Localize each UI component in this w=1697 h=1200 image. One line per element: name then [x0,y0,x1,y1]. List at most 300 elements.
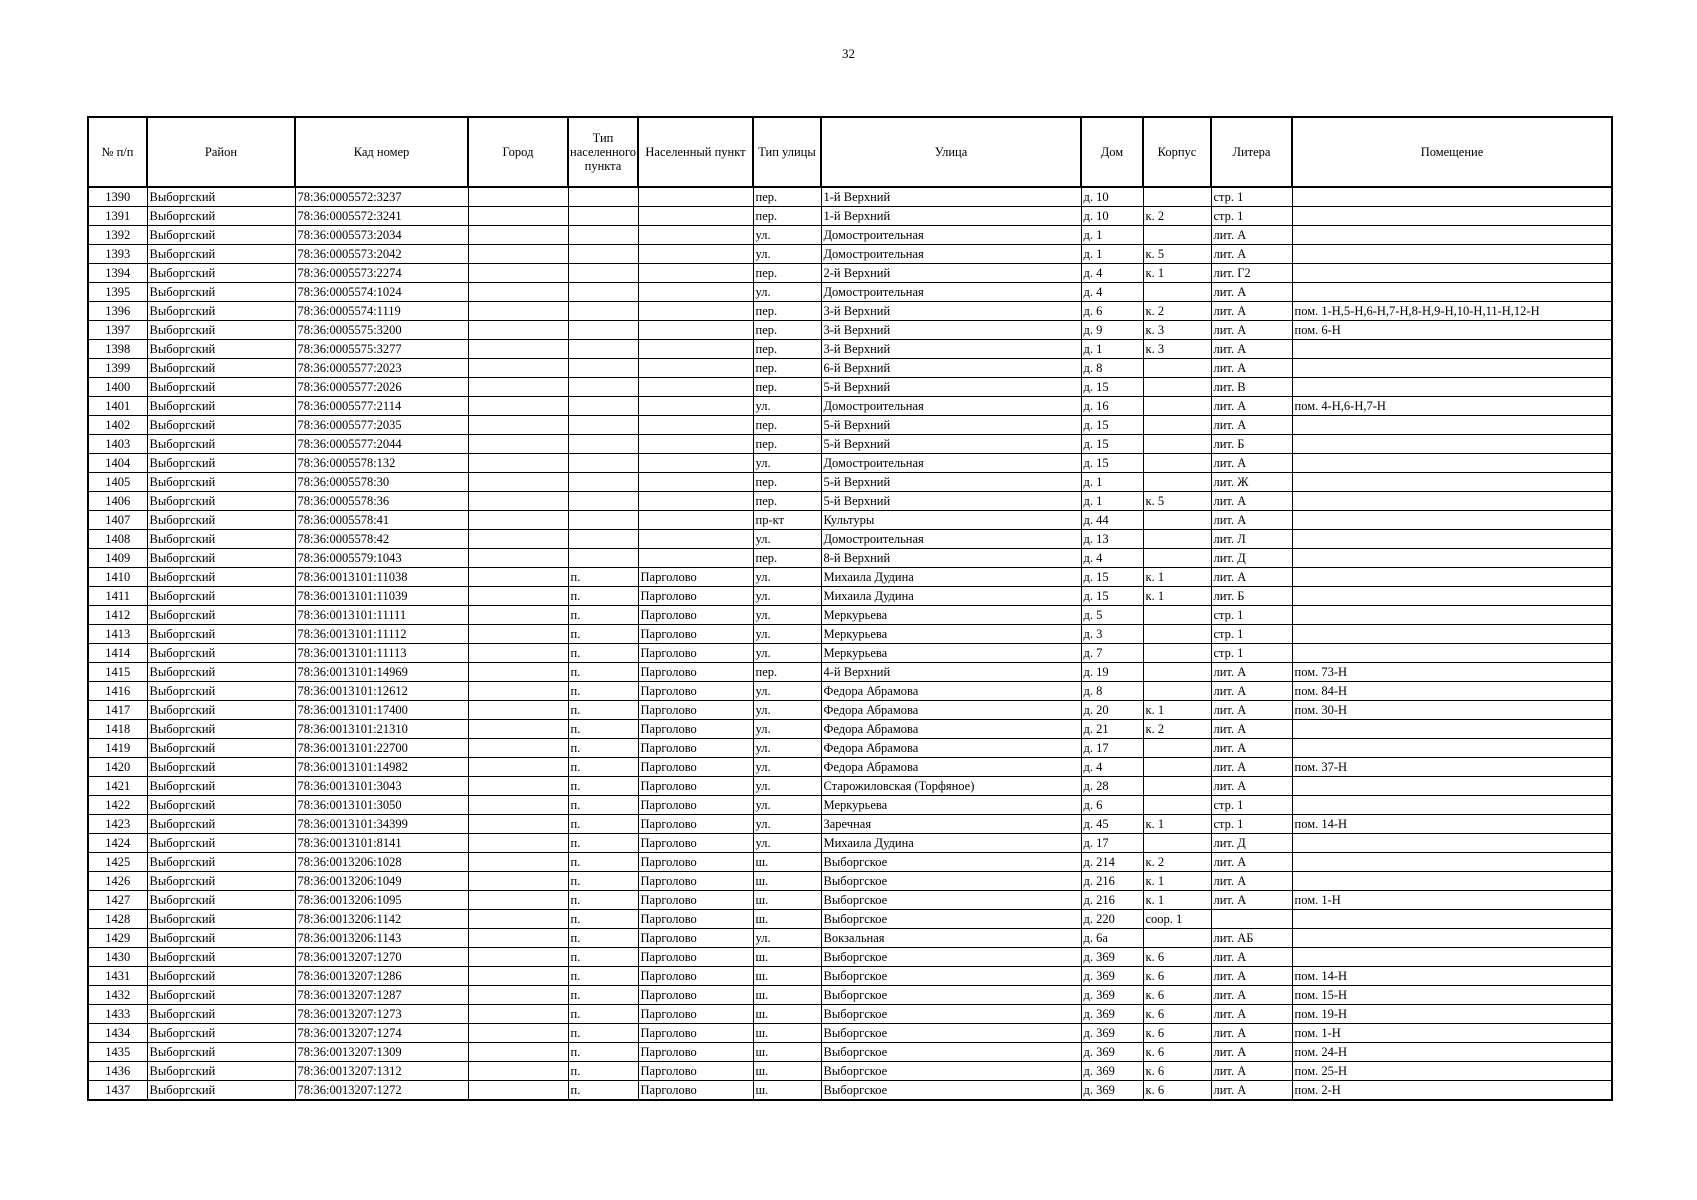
cell-settlement [638,530,753,549]
cell-settlement: Парголово [638,701,753,720]
cell-cadastral-number: 78:36:0005579:1043 [295,549,468,568]
table-row [88,226,1612,245]
cell-settlement: Парголово [638,606,753,625]
cell-letter: лит. А [1211,948,1292,967]
table-row [88,701,1612,720]
cell-letter: лит. А [1211,283,1292,302]
table-row [88,853,1612,872]
cell-building [1143,929,1211,948]
cell-city [468,625,568,644]
cell-premises [1292,625,1612,644]
cell-house: д. 15 [1081,568,1143,587]
cell-city [468,302,568,321]
table-row [88,663,1612,682]
cell-letter [1211,910,1292,929]
table-row [88,1024,1612,1043]
cell-letter: лит. АБ [1211,929,1292,948]
cell-number: 1391 [88,207,147,226]
cell-settlement-type [568,245,638,264]
cell-premises: пом. 1-Н [1292,1024,1612,1043]
cell-letter: лит. Б [1211,587,1292,606]
cell-number: 1397 [88,321,147,340]
cell-cadastral-number: 78:36:0013101:17400 [295,701,468,720]
cell-house: д. 1 [1081,226,1143,245]
cell-letter: лит. Д [1211,549,1292,568]
cell-cadastral-number: 78:36:0005577:2035 [295,416,468,435]
cell-number: 1429 [88,929,147,948]
cell-settlement: Парголово [638,967,753,986]
cell-letter: стр. 1 [1211,815,1292,834]
cell-cadastral-number: 78:36:0005578:30 [295,473,468,492]
cell-district: Выборгский [147,834,295,853]
cell-street-type: ул. [753,815,821,834]
cell-city [468,511,568,530]
cell-letter: лит. А [1211,340,1292,359]
cell-house: д. 214 [1081,853,1143,872]
cell-premises [1292,207,1612,226]
cell-letter: лит. А [1211,682,1292,701]
cell-street-type: пер. [753,378,821,397]
cell-house: д. 369 [1081,1062,1143,1081]
cell-settlement-type: п. [568,1005,638,1024]
cell-city [468,872,568,891]
cell-letter: стр. 1 [1211,796,1292,815]
cell-street: Меркурьева [821,644,1081,663]
cell-cadastral-number: 78:36:0013207:1286 [295,967,468,986]
cell-settlement [638,207,753,226]
cell-city [468,1005,568,1024]
cell-building [1143,625,1211,644]
cell-cadastral-number: 78:36:0013101:34399 [295,815,468,834]
cell-letter: лит. Б [1211,435,1292,454]
cell-street-type: ш. [753,853,821,872]
cell-number: 1431 [88,967,147,986]
cell-city [468,815,568,834]
cell-settlement-type: п. [568,1024,638,1043]
col-header-letter: Литера [1211,117,1292,187]
cell-premises: пом. 15-Н [1292,986,1612,1005]
cell-city [468,1024,568,1043]
cell-city [468,834,568,853]
cell-building: к. 6 [1143,967,1211,986]
cell-street: Выборгское [821,986,1081,1005]
cell-letter: лит. А [1211,986,1292,1005]
cell-settlement-type: п. [568,701,638,720]
table-row [88,625,1612,644]
cell-district: Выборгский [147,606,295,625]
table-row [88,777,1612,796]
cell-street: Михаила Дудина [821,568,1081,587]
cell-number: 1395 [88,283,147,302]
cell-number: 1437 [88,1081,147,1101]
cell-street: Меркурьева [821,796,1081,815]
cell-number: 1399 [88,359,147,378]
cell-building: к. 6 [1143,1024,1211,1043]
cell-settlement-type [568,549,638,568]
cell-premises [1292,187,1612,207]
cell-street: Выборгское [821,1043,1081,1062]
cell-premises [1292,853,1612,872]
cell-building [1143,226,1211,245]
cell-number: 1418 [88,720,147,739]
cell-district: Выборгский [147,454,295,473]
cell-premises [1292,340,1612,359]
cell-building: к. 2 [1143,207,1211,226]
cell-settlement: Парголово [638,1081,753,1101]
cell-district: Выборгский [147,1005,295,1024]
cell-settlement: Парголово [638,834,753,853]
cell-house: д. 6а [1081,929,1143,948]
cell-district: Выборгский [147,568,295,587]
col-header-settlement: Населенный пункт [638,117,753,187]
cell-district: Выборгский [147,796,295,815]
col-header-street-type: Тип улицы [753,117,821,187]
registry-table [87,116,1613,1101]
cell-settlement: Парголово [638,910,753,929]
cell-city [468,910,568,929]
cell-street-type: ш. [753,986,821,1005]
cell-house: д. 17 [1081,834,1143,853]
table-row [88,1005,1612,1024]
cell-house: д. 4 [1081,549,1143,568]
table-row [88,796,1612,815]
cell-settlement [638,321,753,340]
cell-district: Выборгский [147,682,295,701]
col-header-cadastral-number: Кад номер [295,117,468,187]
cell-cadastral-number: 78:36:0013101:12612 [295,682,468,701]
cell-settlement: Парголово [638,1043,753,1062]
cell-letter: лит. Д [1211,834,1292,853]
cell-premises [1292,226,1612,245]
cell-building [1143,435,1211,454]
cell-number: 1426 [88,872,147,891]
cell-number: 1398 [88,340,147,359]
cell-street-type: ш. [753,1062,821,1081]
table-row [88,872,1612,891]
cell-street-type: пер. [753,549,821,568]
cell-cadastral-number: 78:36:0013206:1143 [295,929,468,948]
cell-premises: пом. 73-Н [1292,663,1612,682]
table-row [88,948,1612,967]
table-row [88,720,1612,739]
cell-building [1143,606,1211,625]
cell-premises: пом. 84-Н [1292,682,1612,701]
cell-letter: лит. А [1211,720,1292,739]
cell-city [468,701,568,720]
cell-settlement-type [568,435,638,454]
cell-letter: лит. А [1211,777,1292,796]
cell-street-type: пер. [753,359,821,378]
cell-district: Выборгский [147,967,295,986]
cell-building: к. 6 [1143,948,1211,967]
cell-letter: лит. Г2 [1211,264,1292,283]
cell-street: Домостроительная [821,283,1081,302]
table-row [88,302,1612,321]
cell-premises: пом. 4-Н,6-Н,7-Н [1292,397,1612,416]
cell-district: Выборгский [147,530,295,549]
cell-street-type: ул. [753,226,821,245]
cell-district: Выборгский [147,986,295,1005]
cell-letter: стр. 1 [1211,207,1292,226]
cell-number: 1436 [88,1062,147,1081]
cell-house: д. 15 [1081,416,1143,435]
cell-house: д. 4 [1081,264,1143,283]
cell-premises: пом. 1-Н [1292,891,1612,910]
cell-building [1143,758,1211,777]
cell-cadastral-number: 78:36:0013101:21310 [295,720,468,739]
cell-city [468,587,568,606]
cell-premises: пом. 30-Н [1292,701,1612,720]
cell-premises [1292,796,1612,815]
table-row [88,416,1612,435]
cell-building [1143,682,1211,701]
cell-premises: пом. 14-Н [1292,815,1612,834]
cell-street: Выборгское [821,891,1081,910]
table-row [88,986,1612,1005]
cell-premises: пом. 2-Н [1292,1081,1612,1101]
cell-city [468,967,568,986]
cell-street: 6-й Верхний [821,359,1081,378]
cell-district: Выборгский [147,853,295,872]
cell-number: 1423 [88,815,147,834]
cell-building [1143,796,1211,815]
cell-house: д. 4 [1081,758,1143,777]
cell-settlement-type: п. [568,929,638,948]
cell-settlement-type: п. [568,1081,638,1101]
table-row [88,473,1612,492]
cell-city [468,397,568,416]
cell-house: д. 4 [1081,283,1143,302]
cell-letter: лит. А [1211,568,1292,587]
cell-settlement: Парголово [638,1024,753,1043]
cell-building: к. 1 [1143,568,1211,587]
cell-building: к. 6 [1143,1043,1211,1062]
cell-city [468,929,568,948]
cell-number: 1392 [88,226,147,245]
cell-street-type: пер. [753,416,821,435]
cell-letter: стр. 1 [1211,644,1292,663]
cell-number: 1417 [88,701,147,720]
cell-cadastral-number: 78:36:0005575:3200 [295,321,468,340]
cell-number: 1414 [88,644,147,663]
cell-street-type: ул. [753,454,821,473]
cell-district: Выборгский [147,739,295,758]
cell-cadastral-number: 78:36:0013206:1095 [295,891,468,910]
cell-street-type: ул. [753,625,821,644]
cell-settlement-type [568,283,638,302]
cell-city [468,758,568,777]
cell-letter: лит. А [1211,359,1292,378]
cell-city [468,321,568,340]
cell-building [1143,511,1211,530]
cell-city [468,416,568,435]
cell-number: 1403 [88,435,147,454]
cell-premises: пом. 25-Н [1292,1062,1612,1081]
cell-building [1143,663,1211,682]
cell-building: к. 6 [1143,1062,1211,1081]
cell-district: Выборгский [147,378,295,397]
cell-street-type: ш. [753,910,821,929]
cell-street: Домостроительная [821,454,1081,473]
cell-street-type: ш. [753,967,821,986]
cell-district: Выборгский [147,283,295,302]
cell-city [468,454,568,473]
cell-house: д. 9 [1081,321,1143,340]
cell-number: 1430 [88,948,147,967]
cell-number: 1427 [88,891,147,910]
cell-cadastral-number: 78:36:0013206:1049 [295,872,468,891]
cell-cadastral-number: 78:36:0013101:3043 [295,777,468,796]
cell-settlement: Парголово [638,739,753,758]
table-row [88,511,1612,530]
cell-number: 1411 [88,587,147,606]
table-row [88,910,1612,929]
cell-street-type: пер. [753,663,821,682]
cell-street-type: пер. [753,302,821,321]
cell-house: д. 6 [1081,302,1143,321]
cell-settlement-type [568,416,638,435]
cell-district: Выборгский [147,625,295,644]
cell-cadastral-number: 78:36:0013206:1142 [295,910,468,929]
cell-number: 1435 [88,1043,147,1062]
cell-letter: лит. А [1211,1081,1292,1101]
cell-settlement-type: п. [568,815,638,834]
cell-cadastral-number: 78:36:0013207:1309 [295,1043,468,1062]
cell-settlement-type: п. [568,986,638,1005]
cell-settlement-type [568,187,638,207]
table-row [88,739,1612,758]
cell-letter: лит. А [1211,1062,1292,1081]
cell-street: 1-й Верхний [821,207,1081,226]
table-row [88,283,1612,302]
cell-district: Выборгский [147,187,295,207]
cell-settlement-type: п. [568,739,638,758]
cell-settlement: Парголово [638,853,753,872]
cell-settlement [638,492,753,511]
cell-settlement-type: п. [568,834,638,853]
cell-house: д. 369 [1081,1043,1143,1062]
table-row [88,568,1612,587]
cell-cadastral-number: 78:36:0005577:2023 [295,359,468,378]
cell-house: д. 3 [1081,625,1143,644]
cell-settlement-type [568,302,638,321]
cell-city [468,1081,568,1101]
cell-street-type: ш. [753,1081,821,1101]
cell-building [1143,473,1211,492]
cell-cadastral-number: 78:36:0005578:132 [295,454,468,473]
cell-settlement: Парголово [638,891,753,910]
cell-building [1143,283,1211,302]
cell-cadastral-number: 78:36:0013101:3050 [295,796,468,815]
cell-cadastral-number: 78:36:0005572:3237 [295,187,468,207]
cell-premises [1292,511,1612,530]
cell-premises: пом. 6-Н [1292,321,1612,340]
cell-premises [1292,454,1612,473]
cell-street: Меркурьева [821,625,1081,644]
cell-premises [1292,834,1612,853]
cell-street-type: пер. [753,492,821,511]
cell-district: Выборгский [147,910,295,929]
cell-city [468,853,568,872]
cell-city [468,549,568,568]
cell-premises [1292,568,1612,587]
col-header-settlement-type: Тип населенного пункта [568,117,638,187]
cell-cadastral-number: 78:36:0005577:2044 [295,435,468,454]
cell-district: Выборгский [147,777,295,796]
cell-street: Выборгское [821,910,1081,929]
cell-street: 4-й Верхний [821,663,1081,682]
cell-number: 1400 [88,378,147,397]
cell-district: Выборгский [147,207,295,226]
cell-house: д. 21 [1081,720,1143,739]
cell-letter: лит. А [1211,1043,1292,1062]
cell-number: 1413 [88,625,147,644]
cell-letter: лит. А [1211,416,1292,435]
cell-street-type: ул. [753,796,821,815]
cell-street: Меркурьева [821,606,1081,625]
cell-building: к. 6 [1143,1005,1211,1024]
cell-district: Выборгский [147,891,295,910]
cell-house: д. 45 [1081,815,1143,834]
cell-letter: лит. Ж [1211,473,1292,492]
cell-settlement-type: п. [568,758,638,777]
cell-cadastral-number: 78:36:0013101:11038 [295,568,468,587]
cell-house: д. 369 [1081,948,1143,967]
cell-settlement-type: п. [568,1043,638,1062]
cell-district: Выборгский [147,321,295,340]
cell-street: Домостроительная [821,226,1081,245]
cell-settlement [638,511,753,530]
cell-settlement-type [568,226,638,245]
cell-cadastral-number: 78:36:0005577:2026 [295,378,468,397]
cell-building [1143,378,1211,397]
cell-premises [1292,739,1612,758]
cell-cadastral-number: 78:36:0005578:42 [295,530,468,549]
cell-cadastral-number: 78:36:0005578:36 [295,492,468,511]
cell-cadastral-number: 78:36:0013101:11039 [295,587,468,606]
cell-house: д. 15 [1081,378,1143,397]
cell-street: 3-й Верхний [821,340,1081,359]
cell-district: Выборгский [147,340,295,359]
cell-building [1143,777,1211,796]
cell-street-type: ш. [753,948,821,967]
cell-street: Культуры [821,511,1081,530]
table-row [88,606,1612,625]
cell-cadastral-number: 78:36:0005577:2114 [295,397,468,416]
cell-city [468,378,568,397]
cell-settlement [638,378,753,397]
cell-number: 1402 [88,416,147,435]
cell-settlement: Парголово [638,625,753,644]
cell-city [468,682,568,701]
cell-settlement: Парголово [638,1062,753,1081]
cell-house: д. 369 [1081,1005,1143,1024]
cell-district: Выборгский [147,1062,295,1081]
cell-building: к. 1 [1143,815,1211,834]
cell-number: 1412 [88,606,147,625]
cell-district: Выборгский [147,1081,295,1101]
cell-cadastral-number: 78:36:0005578:41 [295,511,468,530]
cell-building [1143,549,1211,568]
cell-settlement: Парголово [638,758,753,777]
cell-number: 1409 [88,549,147,568]
cell-cadastral-number: 78:36:0013101:8141 [295,834,468,853]
cell-settlement-type: п. [568,644,638,663]
cell-city [468,264,568,283]
cell-house: д. 6 [1081,796,1143,815]
cell-cadastral-number: 78:36:0005574:1119 [295,302,468,321]
cell-city [468,492,568,511]
